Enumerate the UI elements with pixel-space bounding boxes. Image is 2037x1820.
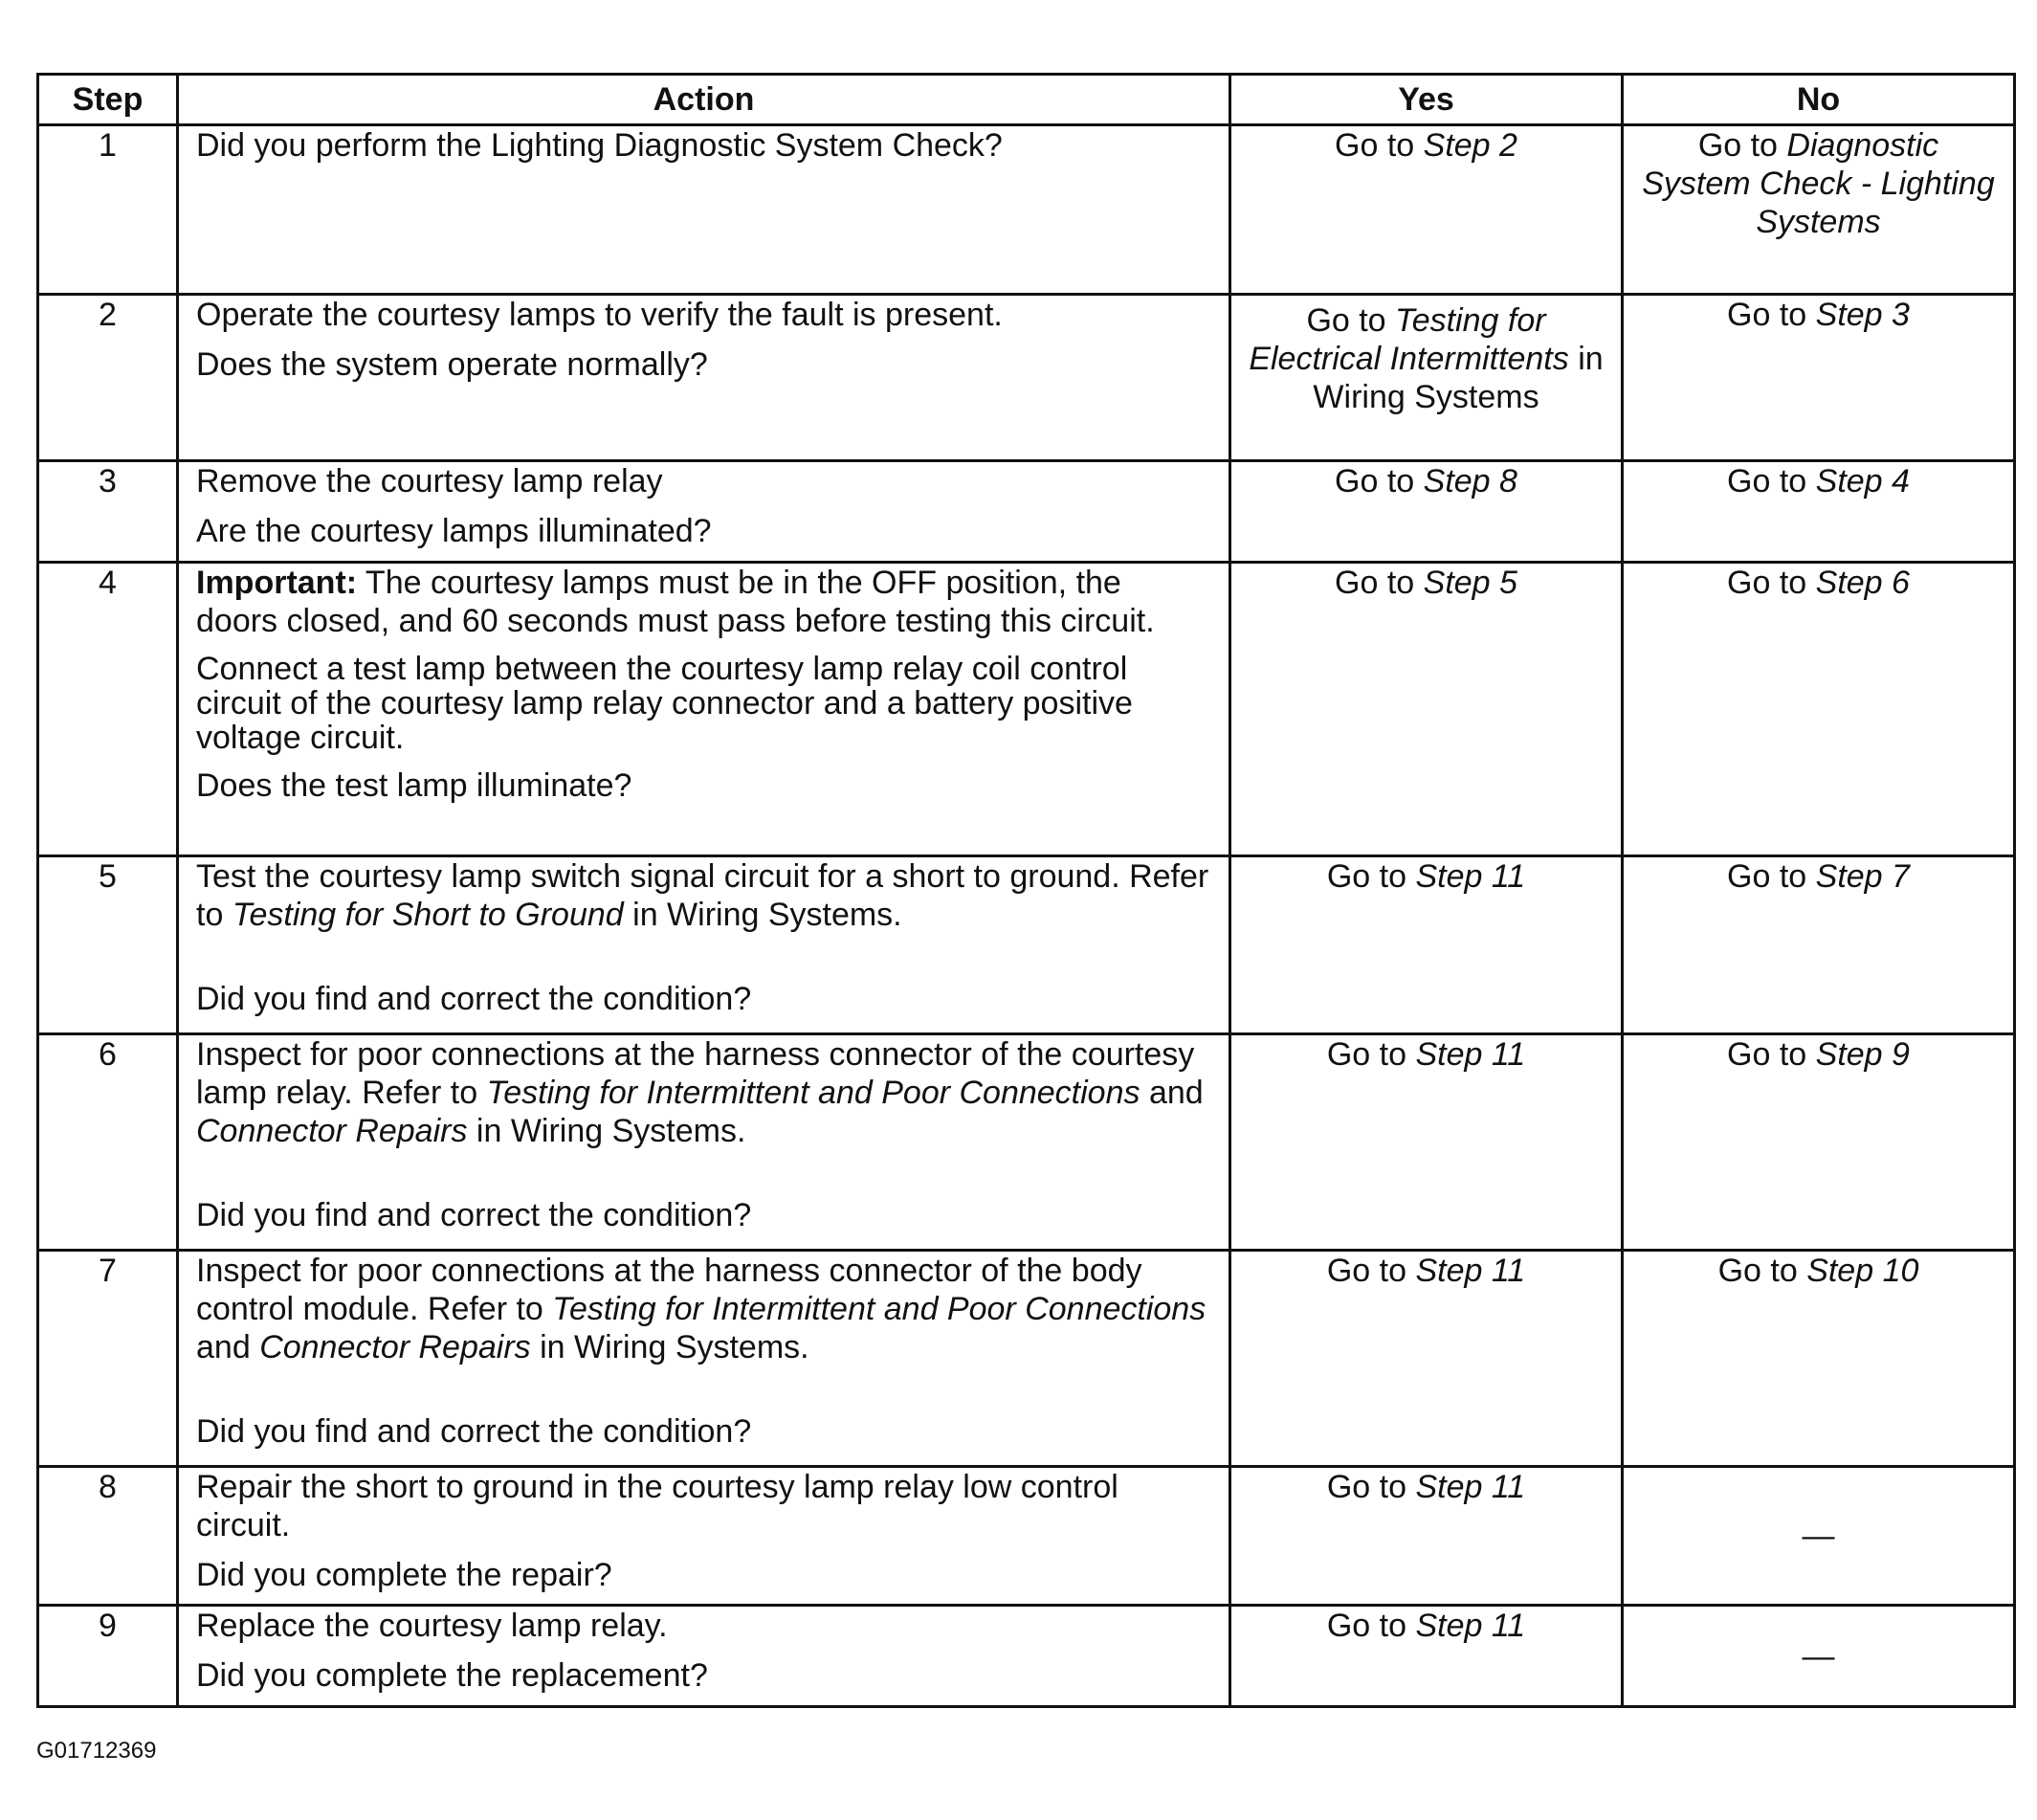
table-row: [38, 856, 2015, 1034]
action-text: Remove the courtesy lamp relay: [196, 463, 663, 499]
action-text-part: and: [196, 1329, 260, 1365]
no-cell: [1623, 563, 2015, 856]
yes-cell: [1230, 125, 1623, 295]
yes-cell: [1230, 563, 1623, 856]
header-step: Step: [38, 75, 178, 125]
action-text: Repair the short to ground in the courtesy lamp relay low control circuit.: [196, 1469, 1118, 1543]
no-cell: [1623, 1606, 2015, 1707]
go-to-text: Go to: [1306, 302, 1396, 339]
no-cell: [1623, 295, 2015, 461]
go-to-text: Go to: [1727, 1036, 1816, 1073]
table-row: [38, 1467, 2015, 1606]
action-cell: [178, 295, 1230, 461]
step-reference: Step 11: [1415, 1253, 1526, 1289]
step-reference: Step 11: [1415, 1608, 1526, 1644]
figure-code: G01712369: [36, 1738, 157, 1764]
table-row: [38, 461, 2015, 563]
procedure-reference: Connector Repairs: [196, 1113, 468, 1149]
action-text: Operate the courtesy lamps to verify the fault is present.: [196, 297, 1003, 333]
step-reference: Step 2: [1423, 127, 1517, 164]
no-action-dash: —: [1802, 1518, 1835, 1554]
header-no: No: [1623, 75, 2015, 125]
action-cell: [178, 1467, 1230, 1606]
procedure-reference: Testing for Intermittent and Poor Connections: [486, 1075, 1140, 1111]
go-to-text: Go to: [1335, 127, 1424, 164]
action-text: [196, 1252, 1211, 1366]
question-text: Did you find and correct the condition?: [196, 1197, 752, 1233]
question-text: Does the system operate normally?: [196, 346, 708, 383]
action-text-part: in Wiring Systems.: [623, 897, 902, 933]
no-cell: [1623, 461, 2015, 563]
go-to-text: Go to: [1335, 463, 1424, 499]
procedure-reference: Testing for Electrical Intermittents: [1249, 302, 1569, 377]
table-row: [38, 125, 2015, 295]
table-row: [38, 1251, 2015, 1467]
action-text-part: Inspect for poor connections at the harness connector of the courtesy lamp relay. Refer to: [196, 1036, 1195, 1111]
action-text-part: in Wiring Systems.: [530, 1329, 809, 1365]
step-reference: Step 8: [1423, 463, 1517, 499]
go-to-text: Go to: [1727, 565, 1816, 601]
go-to-text: Go to: [1727, 858, 1816, 895]
go-to-text: Go to: [1326, 1469, 1416, 1505]
header-action: Action: [178, 75, 1230, 125]
step-number: 9: [38, 1606, 178, 1707]
step-number: 4: [38, 563, 178, 856]
action-text: [196, 1035, 1211, 1150]
important-note: [196, 564, 1211, 640]
step-reference: Step 3: [1815, 297, 1910, 333]
no-cell: [1623, 1251, 2015, 1467]
no-cell: [1623, 1034, 2015, 1251]
go-to-text: Go to: [1326, 1036, 1416, 1073]
table-row: [38, 563, 2015, 856]
go-to-text: Go to: [1727, 463, 1816, 499]
table-header-row: [38, 75, 2015, 125]
yes-cell: [1230, 461, 1623, 563]
go-to-text: Go to: [1717, 1253, 1807, 1289]
question-text: Did you find and correct the condition?: [196, 1413, 752, 1450]
step-number: 3: [38, 461, 178, 563]
yes-cell: [1230, 1034, 1623, 1251]
yes-cell: [1230, 1467, 1623, 1606]
step-reference: Step 5: [1423, 565, 1517, 601]
important-text: The courtesy lamps must be in the OFF position, the doors closed, and 60 seconds must pass before testing this circuit.: [196, 565, 1155, 639]
yes-cell: [1230, 295, 1623, 461]
diagnostic-table: [36, 73, 2016, 1708]
step-number: 1: [38, 125, 178, 295]
action-cell: [178, 125, 1230, 295]
action-cell: [178, 856, 1230, 1034]
go-to-text: Go to: [1326, 1253, 1416, 1289]
no-cell: [1623, 1467, 2015, 1606]
yes-cell: [1230, 1606, 1623, 1707]
step-reference: Step 7: [1815, 858, 1910, 895]
action-cell: [178, 563, 1230, 856]
step-reference: Step 11: [1415, 858, 1526, 895]
question-text: Did you complete the repair?: [196, 1557, 612, 1593]
procedure-reference: Testing for Intermittent and Poor Connections: [552, 1291, 1207, 1327]
question-text: Does the test lamp illuminate?: [196, 767, 632, 804]
reference-suffix: in Wiring Systems: [1313, 341, 1604, 415]
go-to-text: Go to: [1697, 127, 1787, 164]
header-yes: Yes: [1230, 75, 1623, 125]
procedure-reference: Connector Repairs: [259, 1329, 531, 1365]
action-text-part: Test the courtesy lamp switch signal circuit for a short to ground. Refer to: [196, 858, 1209, 933]
step-number: 6: [38, 1034, 178, 1251]
step-reference: Step 9: [1815, 1036, 1910, 1073]
no-action-dash: —: [1802, 1637, 1835, 1675]
action-cell: [178, 1606, 1230, 1707]
step-number: 8: [38, 1467, 178, 1606]
important-label: Important:: [196, 565, 358, 601]
action-text: [196, 857, 1211, 934]
action-text-part: and: [1140, 1075, 1204, 1111]
action-text-part: Inspect for poor connections at the harness connector of the body control module. Refer to: [196, 1253, 1142, 1327]
action-text: Replace the courtesy lamp relay.: [196, 1608, 668, 1644]
step-reference: Step 6: [1815, 565, 1910, 601]
question-text: Are the courtesy lamps illuminated?: [196, 513, 712, 549]
go-to-text: Go to: [1335, 565, 1424, 601]
yes-cell: [1230, 856, 1623, 1034]
step-reference: Step 4: [1815, 463, 1910, 499]
action-cell: [178, 461, 1230, 563]
step-reference: Step 10: [1806, 1253, 1919, 1289]
go-to-text: Go to: [1326, 858, 1416, 895]
step-number: 2: [38, 295, 178, 461]
procedure-reference: Testing for Short to Ground: [232, 897, 624, 933]
go-to-text: Go to: [1727, 297, 1816, 333]
go-to-text: Go to: [1326, 1608, 1416, 1644]
no-cell: [1623, 125, 2015, 295]
step-reference: Step 11: [1415, 1036, 1526, 1073]
step-reference: Step 11: [1415, 1469, 1526, 1505]
action-cell: [178, 1034, 1230, 1251]
question-text: Did you find and correct the condition?: [196, 981, 752, 1017]
action-text: Connect a test lamp between the courtesy lamp relay coil control circuit of the courtesy lamp relay connector and a battery positive voltage circuit.: [196, 651, 1133, 756]
action-cell: [178, 1251, 1230, 1467]
table-row: [38, 1034, 2015, 1251]
step-number: 5: [38, 856, 178, 1034]
procedure-reference: Diagnostic System Check - Lighting Systems: [1642, 127, 1995, 240]
no-cell: [1623, 856, 2015, 1034]
table-row: [38, 1606, 2015, 1707]
action-text-part: in Wiring Systems.: [467, 1113, 746, 1149]
question-text: Did you complete the replacement?: [196, 1657, 708, 1694]
question-text: Did you perform the Lighting Diagnostic System Check?: [196, 127, 1003, 164]
table-row: [38, 295, 2015, 461]
yes-cell: [1230, 1251, 1623, 1467]
step-number: 7: [38, 1251, 178, 1467]
